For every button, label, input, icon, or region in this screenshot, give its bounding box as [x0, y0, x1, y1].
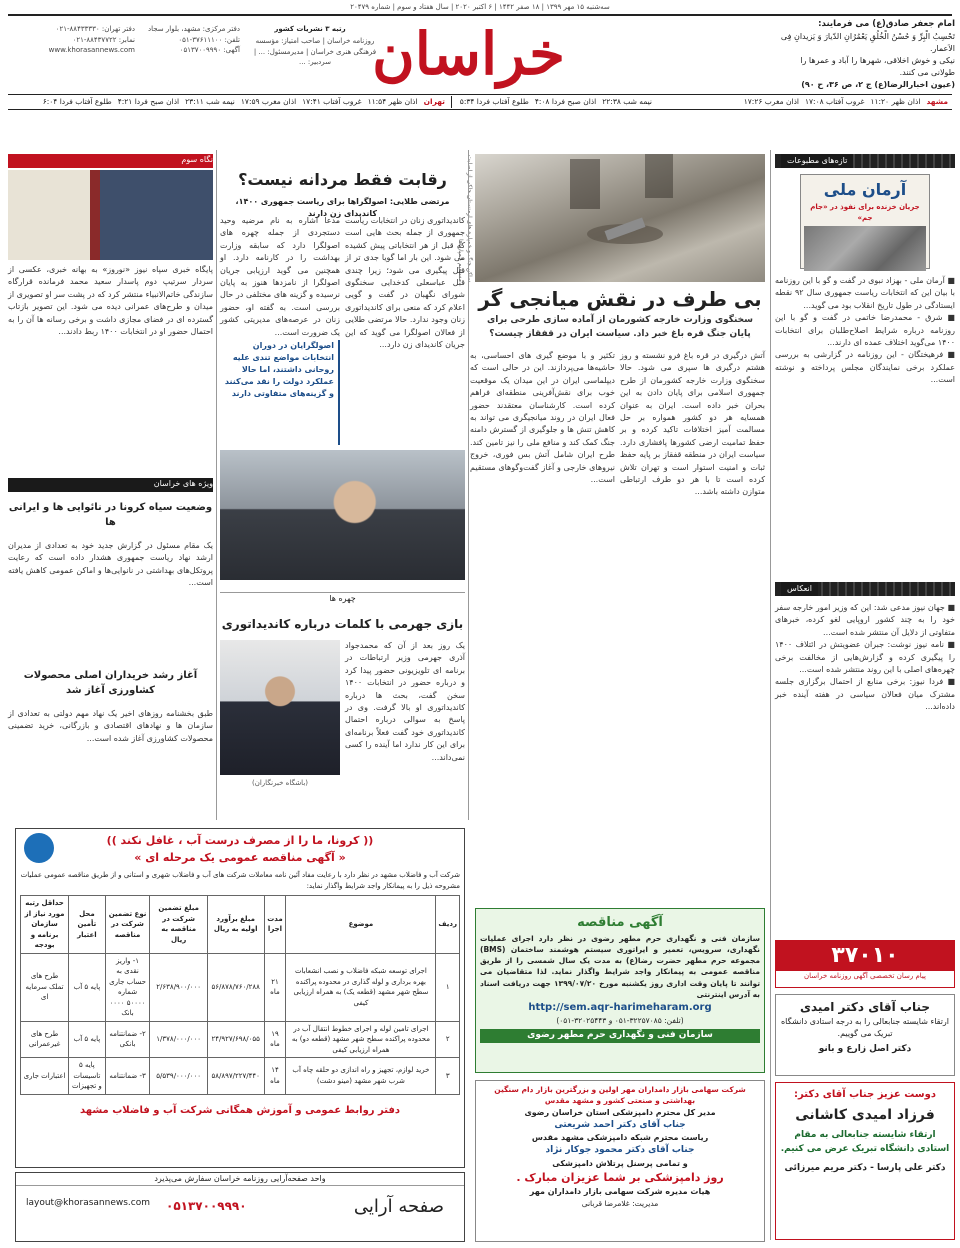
prayer-time: نیمه شب ۲۳:۱۱ [185, 97, 235, 107]
prayer-time: اذان ظهر ۱۱:۵۴ [367, 97, 418, 107]
green-tender-title: آگهی مناقصه [577, 915, 663, 930]
congrats-title: جناب آقای دکتر امیدی [800, 1000, 930, 1014]
td-cell: ۱- واریز نقدی به حساب جاری شماره ۵۰۰۰۰ ۰۰۰۰ بانک [105, 953, 150, 1021]
hadith-source: (عیون اخبارالرضا(ع) ج ۲، ص ۳۶، ح ۹۰) [801, 79, 955, 89]
echo-item: ■ جهان نیوز مدعی شد: این که وزیر امور خارجه سفر خود را به چند کشور اروپایی لغو کرده، خبرهای متفاوتی از دلایل آن منتشر شده است... [775, 603, 955, 637]
publisher-info: روزنامه خراسان | صاحب امتیاز: مؤسسه فرهنگی هنری خراسان | مدیرمسئول: ... | سردبیر: ... [253, 37, 377, 66]
contacts-left [10, 24, 135, 88]
khorasan-special-head [8, 478, 213, 492]
third-eye-label: نگاه سوم [181, 155, 213, 164]
prayer-tehran [8, 96, 452, 107]
tender-footer: دفتر روابط عمومی و آموزش همگانی شرکت آب و فاضلاب مشهد [79, 1104, 400, 1116]
rivalry-body-left: مدعا اشاره به نام مرضیه وحید دستجردی از جمله چهره های اصولگرا دارد که سابقه وزارت بهداشت را در کارنامه دارد. او همچنین می گوید ارزیابی جریان اصولگرا از نامزدها هنوز به پایان نرسیده و گزینه های مختلفی در حال بررسی است. به گفته او، حضور زنان در عرصه‌های مدیریتی کشور یک ضرورت است... [220, 216, 340, 337]
main-story-headline: بی طرف در نقش میانجی گر [478, 287, 762, 311]
echo-item: ■ نامه نیوز نوشت: جبران عضویتش در ائتلاف ۱۴۰۰ را پیگیری کرده و گزارش‌هایی از مخالفت برخی چهره‌های اصلی با این روند منتشر شده است... [775, 640, 955, 674]
td-cell: طرح های تملک سرمایه ای [21, 953, 69, 1021]
city-tehran: تهران [423, 97, 445, 107]
td-cell: ۵۸/۸۹۷/۲۲۷/۴۴۰ [207, 1058, 264, 1095]
td-cell: اجرای تامین لوله و اجرای خطوط انتقال آب در محدوده پراکنده سطح شهر مشهد (قطعه دو) به همراه ارزیابی کیفی [286, 1021, 436, 1058]
td-cell: پایه ۵ تاسیسات و تجهیزات [69, 1058, 105, 1095]
th-cell: حداقل رتبه مورد نیاز از سازمان برنامه و بودجه [21, 896, 69, 954]
thanks-manager: مدیریت: غلامرضا قربانی [581, 1199, 659, 1208]
city-mashhad: مشهد [926, 97, 948, 107]
prayer-mashhad [652, 96, 952, 107]
mini-paper-headline: جریان خزنده برای نفوذ در «جام جم» [810, 203, 920, 222]
press-item: ■ شرق - محمدرضا خاتمی در گفت و گو با این روزنامه درباره شرایط اصلاح‌طلبان برای انتخابات ۱۴۰۰ می‌گوید اختلاف عمده ای دارند... [775, 313, 955, 347]
thanks-l5: و تمامی پرسنل پرتلاش دامپزشکی [552, 1158, 688, 1168]
special-item2-title: آغاز رشد خریداران اصلی محصولات کشاورزی آغاز شد [23, 670, 198, 696]
th-cell: نوع تضمین شرکت در مناقصه [105, 896, 150, 954]
td-cell: ۵/۵۳۹/۰۰۰/۰۰۰ [150, 1058, 207, 1095]
congrats2-title: دوست عزیز جناب آقای دکتر: [794, 1089, 936, 1100]
td-cell: ۲ [436, 1021, 460, 1058]
table-row [21, 953, 460, 1021]
green-tender-sign: سازمان فنی و نگهداری حرم مطهر رضوی [480, 1029, 760, 1043]
thanks-l2: جناب آقای دکتر احمد شریعتی [554, 1119, 686, 1130]
main-story-photo [475, 154, 765, 282]
tender-table [20, 895, 460, 1095]
jahromi-caption: (باشگاه خبرنگاران) [251, 779, 308, 787]
td-cell: پایه ۵ آب [69, 953, 105, 1021]
td-cell: طرح های غیرعمرانی [21, 1021, 69, 1058]
column-rule [770, 150, 771, 1240]
td-cell: ۲- ضمانتنامه بانکی [105, 1021, 150, 1058]
phone-ad-sub: پیام رسان تخصصی آگهی روزنامه خراسان [804, 972, 926, 980]
rivalry-body-right: کاندیداتوری زنان در انتخابات ریاست جمهوری از جمله بحث هایی است که قبل از هر انتخاباتی پیش کشیده می شود. این بار اما گویا جدی تر از قبل پیگیری می شود؛ زیرا چندی قبل عباسعلی کدخدایی سخنگوی شورای نگهبان در گفت و گویی اعلام کرد که منعی برای کاندیداتوری زنان وجود ندارد. حالا مرتضی طلایی از فعالان اصولگرا می گوید که این جریان کاندیدای زن دارد... [345, 216, 465, 349]
prayer-time: اذان ظهر ۱۱:۲۰ [870, 97, 921, 107]
prayer-time: اذان مغرب ۱۷:۵۹ [240, 97, 297, 107]
faces-head: چهره ها [220, 592, 465, 605]
thanks-top: شرکت سهامی بازار دامداران مهر اولین و بزرگترین بازار دام سنگین بهداشتی و صنعتی کشور و مشهد مقدس [494, 1085, 746, 1106]
prayer-time: نیمه شب ۲۲:۳۸ [602, 97, 652, 107]
prayer-mashhad-2 [452, 96, 652, 107]
td-cell: ۱۹ ماه [264, 1021, 286, 1058]
congrats-ad-1 [775, 994, 955, 1076]
hadith-arabic: تَحْسِبُ الْبِرِّ وَ حُسْنُ الْخُلُقِ يَعْمُرُانِ الدّيارَ وَ يَزيدانِ فِى الاَعمار. [780, 31, 955, 53]
third-eye-photo [8, 170, 213, 260]
prayer-times-bar [8, 94, 952, 110]
prayer-time: اذان مغرب ۱۷:۲۶ [743, 97, 799, 107]
table-row [21, 1058, 460, 1095]
jahromi-headline: بازی جهرمی با کلمات درباره کاندیداتوری [221, 617, 464, 631]
special-item2-body: طبق بخشنامه روزهای اخیر یک نهاد مهم دولتی به تعدادی از سازمان ها و نهادهای اقتصادی و بازرگانی، خرید تضمینی محصولات کشاورزی آغاز شده است... [8, 709, 213, 743]
date-line: سه‌شنبه ۱۵ مهر ۱۳۹۹ | ۱۸ صفر ۱۴۴۲ | ۶ اکتبر ۲۰۲۰ | سال هفتاد و سوم | شماره ۲۰۴۷۹ [350, 3, 610, 11]
main-story-col2: تکثیر و با موضع گیری های احساسی، به حاشیه‌ها می‌پردازند. این در حالی است که دیپلماسی ایران در این میدان یک موقعیت خوب برای نقش‌آفرینی منطقه‌ای فراهم کرده است. کارشناسان معتقدند حضور فعال ایران در روند میانجیگری می تواند به کاهش تنش ها و جلوگیری از گسترش دامنه جنگ کمک کند و منافع ملی را نیز تامین کند. طرح ایران شامل آتش بس فوری، خروج نیروهای خارجی و آغاز گفت‌وگوهای مستقیم است... [470, 351, 615, 484]
contact-line: تلفن: ۳۷۶۱۱۱۰۰-۰۵۱ [178, 35, 240, 44]
td-cell: ۵۶/۸۷۸/۷۶۰/۲۸۸ [207, 953, 264, 1021]
page-layout-ad[interactable] [15, 1172, 465, 1242]
congrats-body: ارتقاء شایسته جنابعالی را به درجه استادی دانشگاه تبریک می گوییم. [780, 1017, 950, 1038]
th-cell: موضوع [286, 896, 436, 954]
rivalry-headline: رقابت فقط مردانه نیست؟ [238, 170, 447, 189]
green-tender-url[interactable]: http://sem.aqr-harimeharam.org [528, 1002, 712, 1013]
green-tender-body: سازمان فنی و نگهداری حرم مطهر رضوی در نظر دارد اجرای عملیات نگهداری، سرویس، تعمیر و ایراتوری سیستم هوشمند ساختمان (BMS) مجموعه حرم مطهر حضرت رضا(ع) به مدت یک سال شمسی را از طریق مناقصه عمومی به پیمانکار واجد شرایط واگذار نماید. لذا متقاضیان می توانند تا پایان وقت اداری روز یکشنبه مورخ ۱۳۹۹/۰۷/۲۰ جهت دریافت اسناد به آدرس اینترنتی [480, 933, 761, 999]
td-cell: اعتبارات جاری [21, 1058, 69, 1095]
special-item1-body: یک مقام مسئول در گزارش جدید خود به تعدادی از مدیران ارشد نهاد ریاست جمهوری هشدار داده است که رعایت پروتکل‌های بهداشتی در نانوایی‌ها و اماکن عمومی کاهش یافته است... [8, 541, 213, 588]
press-item: ■ آرمان ملی - بهزاد نبوی در گفت و گو با این روزنامه با بیان این که انتخابات ریاست جمهوری سال ۹۲ نقطه ایستادگی در طول تاریخ انقلاب بود می گوید... [775, 276, 956, 310]
jahromi-body: یک روز بعد از آن که محمدجواد آذری جهرمی وزیر ارتباطات در برنامه ای تلویزیونی حضور پیدا کرد و درباره حضور در انتخابات ۱۴۰۰ سخن گفت، بحث ها درباره کاندیداتوری او بالا گرفت. وی در پاسخ به سوالی درباره احتمال کاندیداتوری خود گفت فعلاً برنامه‌ای برای این کار ندارد اما آینده را کسی نمی‌داند... [345, 641, 465, 762]
third-eye-body: پایگاه خبری سپاه نیوز «نوروز» به بهانه خبری، عکسی از سردار سرتیپ دوم پاسدار سعید محمد فرمانده قرارگاه سازندگی خاتم‌الانبیاء منتشر کرد که در پشت سر او تصویری از میدان و طرح‌های عمرانی دیده می شود. این تصویر بازتاب گسترده ای در فضای مجازی داشت و برخی رسانه ها آن را به احتمال حضور او در انتخابات ۱۴۰۰ ربط دادند... [8, 265, 213, 336]
prayer-time: طلوع آفتاب فردا ۵:۳۴ [459, 97, 529, 107]
thanks-l4: جناب آقای دکتر محمود جوکار نژاد [545, 1145, 695, 1155]
prayer-time: طلوع آفتاب فردا ۶:۰۴ [42, 97, 112, 107]
prayer-time: اذان صبح فردا ۴:۰۸ [534, 97, 597, 107]
special-item1-title: وضعیت سیاه کرونا در نائوایی ها و ایرانی ها [8, 502, 213, 528]
td-cell: ۱۴ ماه [264, 1058, 286, 1095]
rivalry-photo [220, 450, 465, 580]
main-story-kicker: ساکن جنگ و خمپاره های ارمنستان حاکی از اصابت مستقیم خمپاره‌ها [457, 155, 473, 282]
tender-title: « آگهی مناقصه عمومی یک مرحله ای » [134, 850, 346, 864]
newspaper-logo[interactable]: خراسان [372, 20, 565, 88]
th-cell: مدت اجرا [264, 896, 286, 954]
layout-title: صفحه آرایی [353, 1196, 444, 1217]
prayer-time: غروب آفتاب ۱۷:۰۸ [805, 97, 865, 107]
td-cell: ۱ [436, 953, 460, 1021]
tender-table-header [21, 896, 460, 954]
congrats2-name: فرزاد امیدی کاشانی [795, 1107, 935, 1123]
layout-email[interactable]: layout@khorasannews.com [26, 1198, 151, 1208]
press-item: ■ فرهیختگان - این روزنامه در گزارشی به بررسی عملکرد برخی نمایندگان مجلس پرداخته و نوشته است... [775, 350, 955, 385]
jahromi-photo [220, 640, 340, 775]
mini-paper-photo [804, 226, 926, 271]
layout-line: واحد صفحه‌آرایی روزنامه خراسان سفارش می‌پذیرد [16, 1173, 464, 1186]
thanks-ad [475, 1080, 765, 1242]
th-cell: ردیف [436, 896, 460, 954]
td-cell: پایه ۵ آب [69, 1021, 105, 1058]
thanks-l1: مدیر کل محترم دامپزشکی استان خراسان رضوی [524, 1107, 716, 1117]
td-cell: ۳ [436, 1058, 460, 1095]
thanks-l3: ریاست محترم شبکه دامپزشکی مشهد مقدس [531, 1133, 709, 1142]
td-cell: ۳- ضمانتنامه [105, 1058, 150, 1095]
th-cell: مبلغ تضمین شرکت در مناقصه به ریال [150, 896, 207, 954]
contact-link[interactable]: www.khorasannews.com [48, 46, 135, 54]
congrats-ad-2 [775, 1082, 955, 1240]
tender-ad [15, 828, 465, 1168]
column-rule [468, 150, 469, 820]
column-rule [216, 150, 217, 820]
rivalry-subhead: مرتضی طلایی: اصولگراها برای ریاست جمهوری ۱۴۰۰، کاندیدای زن دارند [235, 197, 450, 218]
khorasan-special-label: ویژه های خراسان [153, 479, 213, 488]
contact-line: نمابر: ۸۸۴۳۷۷۲۲-۰۲۱ [72, 35, 135, 44]
congrats2-sign: دکتر علی پارسا - دکتر مریم میرزائی [784, 1163, 946, 1173]
contacts-right [140, 24, 240, 88]
thanks-day: روز دامپزشکی بر شما عزیزان مبارک . [516, 1170, 724, 1184]
contact-line: دفتر مرکزی: مشهد، بلوار سجاد [148, 25, 240, 33]
contact-line: دفتر تهران: ۸۸۴۳۳۳۳۰-۰۲۱ [55, 25, 135, 33]
td-cell: ۲۴/۹۲۷/۶۹۸/۰۵۵ [207, 1021, 264, 1058]
tender-slogan: (( کرونا، ما را از مصرف درست آب ، غافل نکند )) [106, 834, 374, 847]
press-head-bar [775, 154, 955, 168]
td-cell: ۱/۳۷۸/۰۰۰/۰۰۰ [150, 1021, 207, 1058]
rank-line: رتبه ۳ نشریات کشور [274, 25, 346, 33]
hadith-box [775, 18, 955, 88]
congrats-sign: دکتر اصل زارع و بانو [818, 1044, 912, 1054]
contact-line: آگهی: ۰۵۱۳۷۰۰۹۹۹۰ [179, 46, 240, 54]
press-head: تازه‌های مطبوعات [781, 154, 853, 168]
tender-logo-icon [24, 833, 54, 863]
prayer-time: اذان صبح فردا ۴:۲۱ [117, 97, 180, 107]
congrats2-body: ارتقاء شایسته جنابعالی به مقام استادی دانشگاه تبریک عرض می کنیم. [780, 1130, 950, 1154]
echo-section [775, 582, 955, 912]
phone-ad[interactable] [775, 940, 955, 988]
th-cell: مبلغ برآورد اولیه به ریال [207, 896, 264, 954]
thanks-sign: هیات مدیره شرکت سهامی بازار دامداران مهر [529, 1187, 711, 1196]
rubble-illustration [475, 154, 765, 282]
main-story-subhead: سخنگوی وزارت خارجه کشورمان از آماده سازی طرحی برای پایان جنگ قره باغ خبر داد. سیاست ایران در قفقاز چیست؟ [486, 315, 753, 339]
main-story-col1: آتش درگیری در قره باغ فرو نشسته و روز هشتم درگیری ها سپری می شود. حالا سخنگوی وزارت خارجه کشورمان از طرح جمهوری اسلامی برای پایان دادن به این بحران خبر داده است. ایران به عنوان همسایه هر دو کشور همواره بر حل مسالمت آمیز اختلافات تاکید کرده و بر حفظ تمامیت ارضی کشورها پافشاری دارد. سیاست ایران در منطقه قفقاز بر پایه حفظ ثبات و امنیت استوار است و تهران تلاش کرده است تا با هر دو طرف ارتباطی متوازن داشته باشد... [620, 351, 765, 497]
td-cell: اجرای توسعه شبکه فاضلاب و نصب انشعابات بهره برداری و لوله گذاری در محدوده پراکنده سطح شهر مشهد (قطعه یک) به همراه ارزیابی کیفی [286, 953, 436, 1021]
echo-item: ■ فردا نیوز: برخی منابع از احتمال برگزاری جلسه مشترک میان فعالان سیاسی در هفته آینده خبر داده‌اند... [775, 677, 955, 712]
green-tender-ad [475, 908, 765, 1073]
td-cell: خرید لوازم، تجهیز و راه اندازی دو حلقه چاه آب شرب شهر مشهد (مینو دشت) [286, 1058, 436, 1095]
echo-head-bar [775, 582, 955, 596]
echo-head: انعکاس [781, 582, 818, 596]
green-tender-phone: (تلفن: ۳۲۲۵۷۰۸۵-۰۵۱ و ۳۲۰۲۵۴۴۳-۰۵۱) [556, 1016, 684, 1025]
phone-ad-number: ۳۷۰۱۰ [776, 941, 954, 971]
layout-phone[interactable]: ۰۵۱۳۷۰۰۹۹۹۰ [166, 1199, 247, 1213]
mini-paper-name: آرمان ملی [823, 180, 907, 199]
th-cell: محل تأمین اعتبار [69, 896, 105, 954]
td-cell: ۲/۶۳۸/۹۰۰/۰۰۰ [150, 953, 207, 1021]
press-section [775, 154, 955, 579]
rivalry-quote: اصولگرایان در دوران انتخابات مواضع تندی علیه روحانی داشتند، اما حالا عملکرد دولت را نقد می‌کنند و گزینه‌های متفاوتی دارند [220, 340, 340, 445]
third-eye-head [8, 154, 213, 168]
hadith-translation: نیکی و خوش اخلاقی، شهرها را آباد و عمرها را طولانی می کنند. [800, 55, 955, 77]
table-row [21, 1021, 460, 1058]
tender-intro: شرکت آب و فاضلاب مشهد در نظر دارد با رعایت مفاد آئین نامه معاملات شرکت های آب و فاضلاب شهری و استانی و از طریق مناقصه عمومی عملیات مشروحه ذیل را به پیمانکار واجد شرایط واگذار نماید: [20, 871, 460, 890]
td-cell: ۲۱ ماه [264, 953, 286, 1021]
prayer-time: غروب آفتاب ۱۷:۴۱ [302, 97, 362, 107]
hadith-title: امام جعفر صادق(ع) می فرمایند: [818, 19, 955, 29]
mini-paper[interactable] [800, 174, 930, 269]
